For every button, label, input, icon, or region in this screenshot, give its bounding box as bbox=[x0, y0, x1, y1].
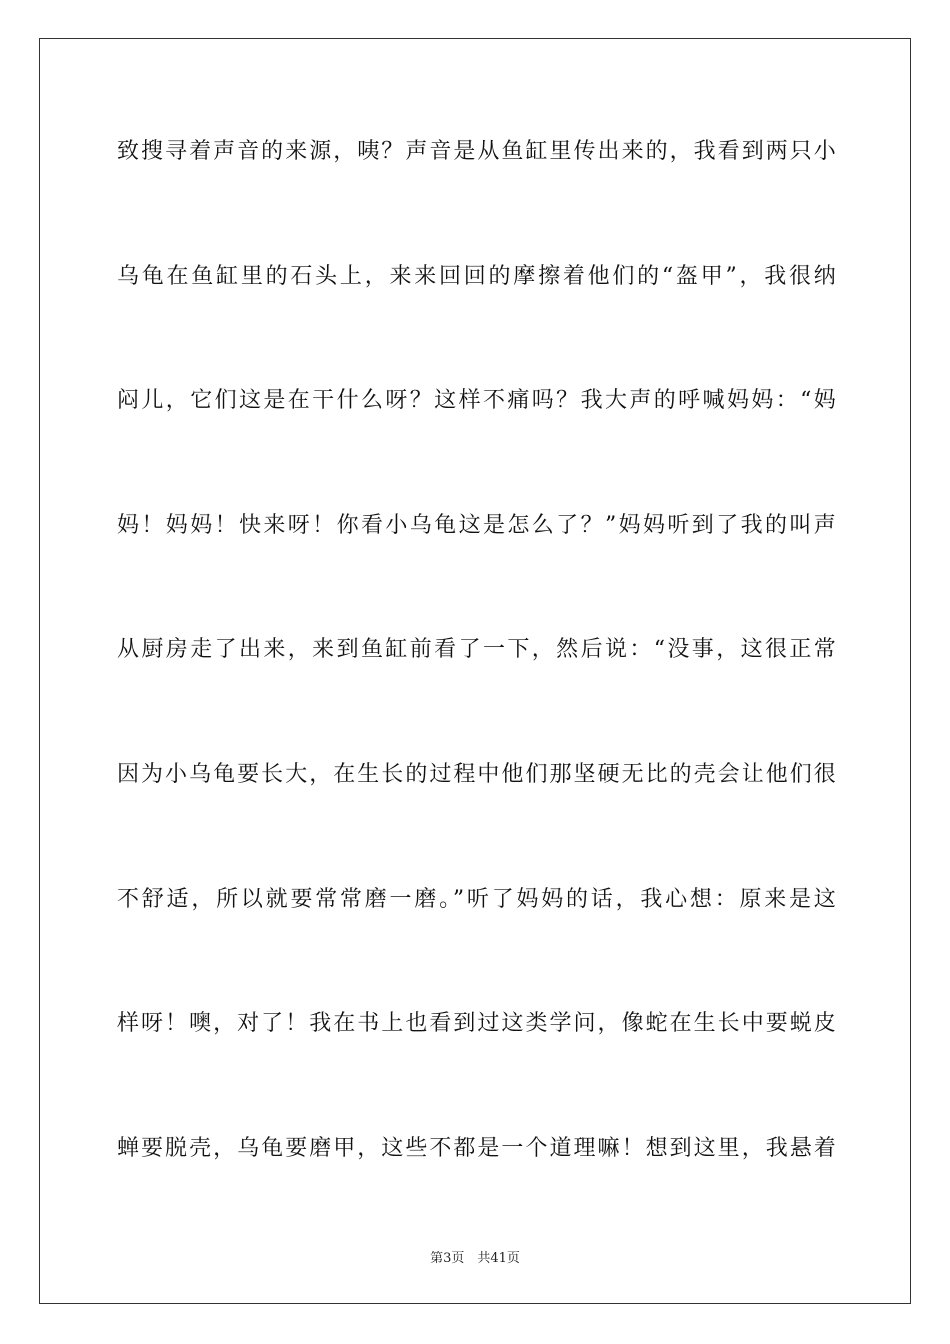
text-line-5: 从厨房走了出来，来到鱼缸前看了一下，然后说：“没事，这很正常 bbox=[117, 637, 837, 663]
document-body bbox=[117, 124, 837, 1245]
text-line-3: 闷儿，它们这是在干什么呀？这样不痛吗？我大声的呼喊妈妈：“妈 bbox=[117, 388, 837, 414]
page-number: 第3页 共41页 bbox=[430, 1251, 520, 1266]
text-line-7: 不舒适，所以就要常常磨一磨。”听了妈妈的话，我心想：原来是这 bbox=[117, 886, 837, 912]
text-line-4: 妈！妈妈！快来呀！你看小乌龟这是怎么了？”妈妈听到了我的叫声 bbox=[117, 512, 837, 538]
text-line-6: 因为小乌龟要长大，在生长的过程中他们那坚硬无比的壳会让他们很 bbox=[117, 761, 837, 787]
text-line-8: 样呀！噢，对了！我在书上也看到过这类学问，像蛇在生长中要蜕皮 bbox=[117, 1011, 837, 1037]
text-line-1: 致搜寻着声音的来源，咦？声音是从鱼缸里传出来的，我看到两只小 bbox=[117, 139, 837, 164]
text-line-9: 蝉要脱壳，乌龟要磨甲，这些不都是一个道理嘛！想到这里，我悬着 bbox=[117, 1135, 837, 1161]
text-line-2: 乌龟在鱼缸里的石头上，来来回回的摩擦着他们的“盔甲”，我很纳 bbox=[117, 263, 837, 289]
